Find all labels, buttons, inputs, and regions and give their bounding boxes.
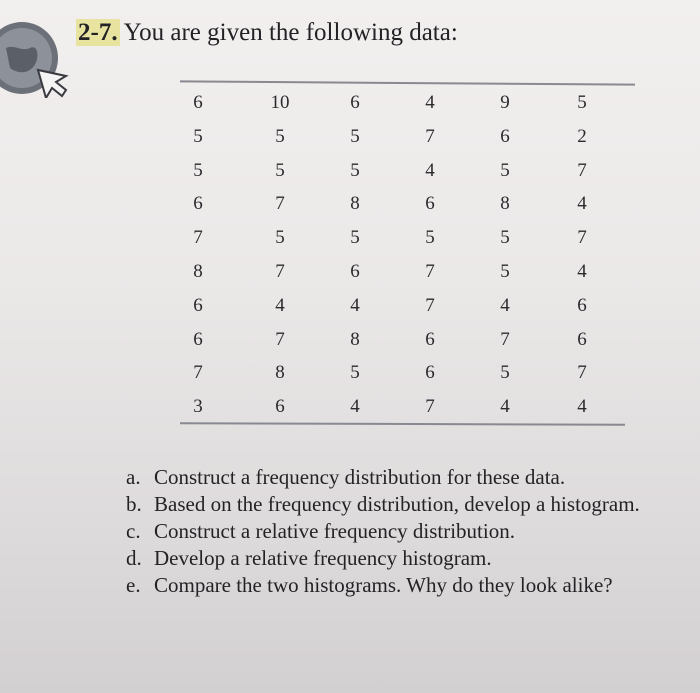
table-cell: 7 xyxy=(425,396,435,418)
table-cell: 5 xyxy=(350,227,360,249)
table-cell: 6 xyxy=(193,294,203,316)
table-cell: 6 xyxy=(193,193,203,215)
task-letter: a. xyxy=(126,465,141,489)
table-cell: 4 xyxy=(275,294,285,316)
task-text: Compare the two histograms. Why do they look alike? xyxy=(154,573,613,597)
table-cell: 6 xyxy=(425,362,435,384)
task-letter: e. xyxy=(126,573,141,597)
table-cell: 4 xyxy=(500,294,510,316)
table-cell: 4 xyxy=(577,261,587,282)
table-cell: 4 xyxy=(500,396,510,418)
table-cell: 5 xyxy=(577,92,587,113)
table-cell: 7 xyxy=(275,193,285,215)
table-cell: 5 xyxy=(275,125,285,147)
task-text: Based on the frequency distribution, develop a histogram. xyxy=(154,492,640,516)
table-cell: 6 xyxy=(500,125,510,147)
table-cell: 7 xyxy=(275,261,285,282)
table-cell: 7 xyxy=(275,328,285,350)
table-cell: 10 xyxy=(270,92,290,113)
table-cell: 5 xyxy=(193,125,203,147)
table-cell: 8 xyxy=(193,261,203,282)
table-cell: 5 xyxy=(425,227,435,249)
table-cell: 5 xyxy=(500,159,510,181)
table-cell: 5 xyxy=(350,159,360,181)
problem-number: 2-7. xyxy=(78,19,118,46)
task-item xyxy=(126,547,666,570)
table-cell: 4 xyxy=(425,92,435,113)
table-cell: 4 xyxy=(577,396,587,418)
task-text: Construct a relative frequency distribution. xyxy=(154,519,515,543)
table-cell: 8 xyxy=(350,193,360,215)
table-cell: 6 xyxy=(275,396,285,418)
table-cell: 7 xyxy=(500,328,510,350)
table-cell: 7 xyxy=(425,294,435,316)
table-cell: 7 xyxy=(577,362,587,384)
table-cell: 6 xyxy=(350,92,360,113)
table-cell: 7 xyxy=(425,125,435,147)
table-bottom-rule xyxy=(180,422,625,426)
table-cell: 5 xyxy=(500,362,510,384)
table-cell: 5 xyxy=(350,125,360,147)
task-item xyxy=(126,493,666,516)
table-cell: 2 xyxy=(577,125,587,147)
task-letter: b. xyxy=(126,492,142,516)
table-cell: 7 xyxy=(577,227,587,249)
table-cell: 6 xyxy=(425,328,435,350)
table-cell: 6 xyxy=(193,328,203,350)
task-text: Develop a relative frequency histogram. xyxy=(154,546,492,570)
table-cell: 5 xyxy=(275,227,285,249)
table-cell: 8 xyxy=(350,328,360,350)
data-table xyxy=(190,92,620,422)
task-item xyxy=(126,574,666,597)
table-cell: 6 xyxy=(425,193,435,215)
task-item xyxy=(126,466,666,489)
problem-heading xyxy=(76,18,458,48)
table-cell: 3 xyxy=(193,396,203,418)
table-cell: 5 xyxy=(193,159,203,181)
task-letter: c. xyxy=(126,519,141,543)
table-cell: 6 xyxy=(577,328,587,350)
table-cell: 7 xyxy=(193,362,203,384)
task-text: Construct a frequency distribution for these data. xyxy=(154,465,566,489)
table-cell: 5 xyxy=(275,159,285,181)
task-list xyxy=(126,466,666,601)
table-cell: 6 xyxy=(193,92,203,113)
table-top-rule xyxy=(180,80,635,85)
globe-cursor-icon xyxy=(0,18,80,98)
task-item xyxy=(126,520,666,543)
table-cell: 4 xyxy=(577,193,587,215)
table-cell: 7 xyxy=(193,227,203,249)
table-cell: 6 xyxy=(350,261,360,282)
table-cell: 4 xyxy=(350,294,360,316)
table-cell: 8 xyxy=(275,362,285,384)
problem-title: You are given the following data: xyxy=(123,19,458,46)
task-letter: d. xyxy=(126,546,142,570)
table-cell: 6 xyxy=(577,294,587,316)
table-cell: 4 xyxy=(425,159,435,181)
table-cell: 7 xyxy=(577,159,587,181)
table-cell: 4 xyxy=(350,396,360,418)
table-cell: 7 xyxy=(425,261,435,282)
table-cell: 9 xyxy=(500,92,510,113)
table-cell: 5 xyxy=(350,362,360,384)
table-cell: 8 xyxy=(500,193,510,215)
table-cell: 5 xyxy=(500,227,510,249)
table-cell: 5 xyxy=(500,261,510,282)
